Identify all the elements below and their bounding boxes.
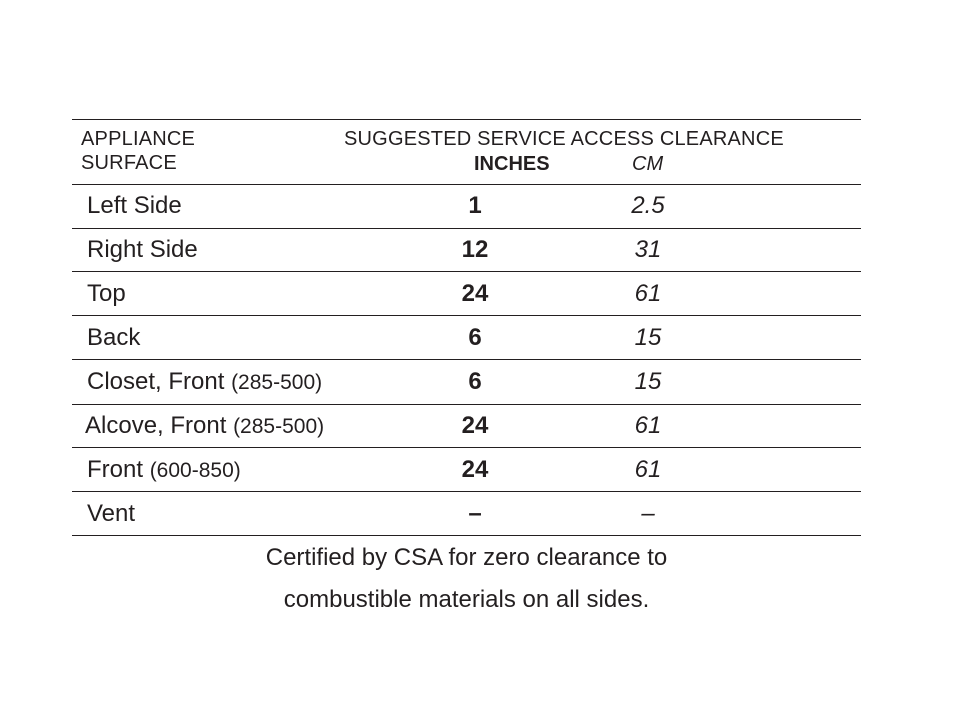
row-range: (285-500) bbox=[231, 371, 323, 394]
row-label bbox=[87, 192, 182, 220]
row-label bbox=[87, 324, 140, 352]
inches-value: 24 bbox=[461, 456, 489, 483]
table-top-rule bbox=[72, 119, 861, 120]
inches-value: 24 bbox=[461, 412, 489, 439]
header-appliance-line2: SURFACE bbox=[81, 152, 177, 174]
row-label bbox=[87, 236, 198, 264]
row-label bbox=[87, 500, 135, 528]
row-rule bbox=[72, 447, 861, 448]
certification-note-line2: combustible materials on all sides. bbox=[283, 586, 650, 613]
header-cm: CM bbox=[632, 153, 664, 175]
header-clearance-group: SUGGESTED SERVICE ACCESS CLEARANCE bbox=[344, 128, 784, 150]
row-rule bbox=[72, 271, 861, 272]
row-rule bbox=[72, 359, 861, 360]
inches-value: 24 bbox=[461, 280, 489, 307]
row-rule bbox=[72, 228, 861, 229]
row-label-text: Back bbox=[87, 324, 141, 351]
row-label-text: Left Side bbox=[87, 192, 182, 219]
inches-value: 6 bbox=[468, 368, 482, 395]
inches-value: – bbox=[468, 500, 482, 527]
inches-value: 12 bbox=[461, 236, 489, 263]
header-rule bbox=[72, 184, 861, 185]
header-inches: INCHES bbox=[474, 153, 550, 175]
table-bottom-rule bbox=[72, 535, 861, 536]
row-rule bbox=[72, 404, 861, 405]
cm-value: 2.5 bbox=[631, 192, 665, 219]
row-rule bbox=[72, 315, 861, 316]
cm-value: – bbox=[641, 500, 655, 527]
inches-value: 1 bbox=[468, 192, 482, 219]
cm-value: 61 bbox=[634, 456, 662, 483]
row-label-text: Vent bbox=[87, 500, 136, 527]
row-label-text: Closet, Front bbox=[87, 368, 225, 395]
header-appliance-line1: APPLIANCE bbox=[81, 128, 196, 150]
certification-note-line1: Certified by CSA for zero clearance to bbox=[265, 544, 668, 571]
cm-value: 61 bbox=[634, 280, 662, 307]
cm-value: 15 bbox=[634, 368, 662, 395]
cm-value: 15 bbox=[634, 324, 662, 351]
inches-value: 6 bbox=[468, 324, 482, 351]
row-label-text: Front bbox=[87, 456, 144, 483]
row-label-text: Alcove, Front bbox=[85, 412, 227, 439]
row-range: (285-500) bbox=[233, 415, 325, 438]
row-label bbox=[87, 368, 322, 397]
row-label bbox=[87, 280, 126, 308]
cm-value: 61 bbox=[634, 412, 662, 439]
certification-note bbox=[72, 537, 861, 621]
row-label bbox=[87, 456, 241, 485]
row-rule bbox=[72, 491, 861, 492]
cm-value: 31 bbox=[634, 236, 662, 263]
row-label-text: Top bbox=[87, 280, 126, 307]
row-label-text: Right Side bbox=[87, 236, 198, 263]
row-range: (600-850) bbox=[149, 459, 241, 482]
row-label bbox=[85, 412, 324, 441]
